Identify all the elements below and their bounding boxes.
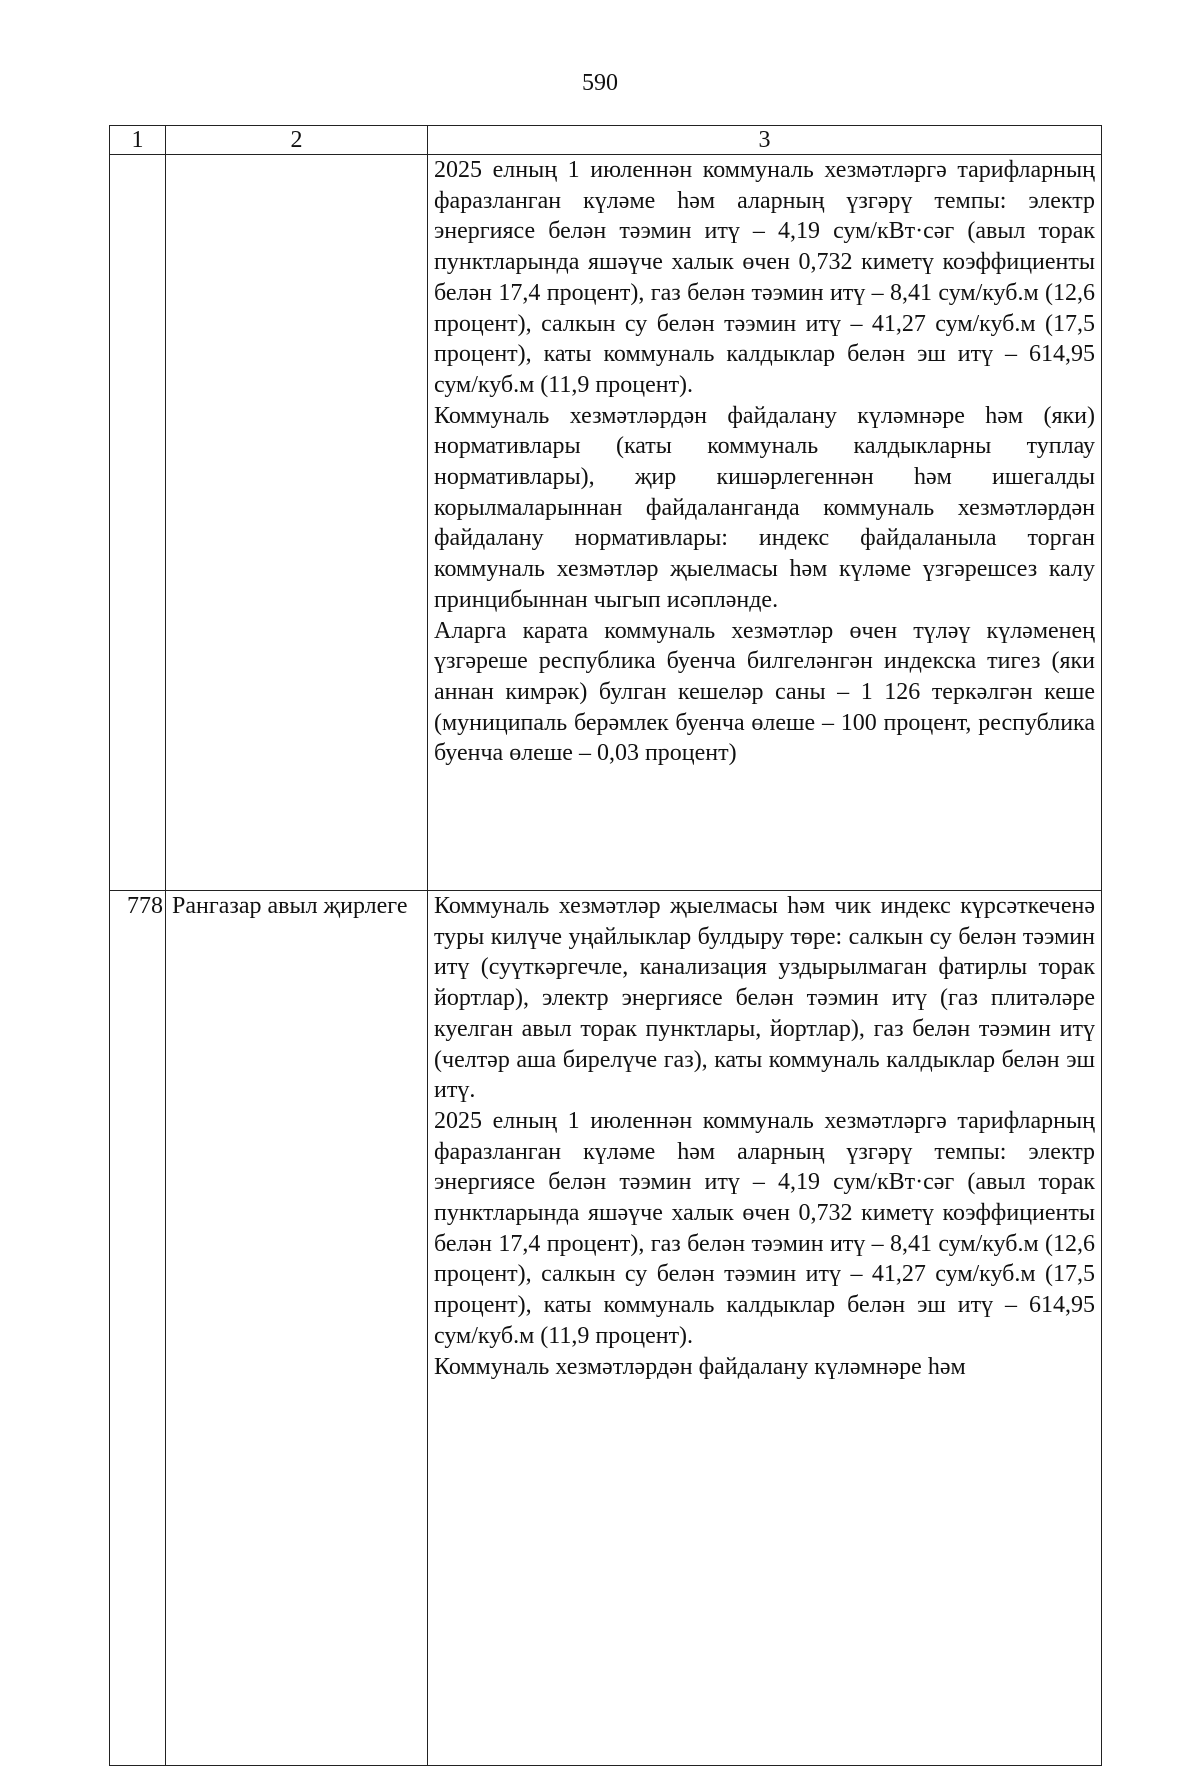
paragraph: 2025 елның 1 июленнән коммуналь хезмәтләргә тарифларның фаразланган күләме һәм аларның үзгәрү темпы: электр энергиясе белән тәэмин итү – 4,19 сум/кВт·сәг (авыл торак пунктларында яшәүче халык өчен 0,732 киметү коэффициенты белән 17,4 процент), газ белән тәэмин итү – 8,41 сум/куб.м (12,6 процент), салкын су белән тәэмин итү – 41,27 сум/куб.м (17,5 процент), каты коммуналь калдыклар белән эш итү – 614,95 сум/куб.м (11,9 процент). — [434, 157, 1095, 398]
table-row — [110, 155, 1102, 891]
row-number — [110, 155, 166, 891]
paragraph: Аларга карата коммуналь хезмәтләр өчен түләү күләменең үзгәреше республика буенча билгеләнгән индекска тигез (яки аннан кимрәк) булган кешеләр саны – 1 126 теркәлгән кеше (муниципаль берәмлек буенча өлеше – 100 процент, республика буенча өлеше – 0,03 процент) — [434, 617, 1095, 767]
paragraph: Коммуналь хезмәтләрдән файдалану күләмнәре һәм — [434, 1353, 966, 1380]
data-table — [109, 125, 1102, 1766]
column-header-1: 1 — [110, 126, 166, 155]
table-row — [110, 891, 1102, 1766]
row-settlement: Рангазар авыл җирлеге — [166, 891, 428, 1766]
row-description — [428, 891, 1102, 1766]
column-header-3: 3 — [428, 126, 1102, 155]
row-number: 778 — [110, 891, 166, 1766]
column-header-2: 2 — [166, 126, 428, 155]
table-header-row — [110, 126, 1102, 155]
page-number: 590 — [582, 70, 618, 96]
paragraph: Коммуналь хезмәтләр җыелмасы һәм чик индекс күрсәткеченә туры килүче уңайлыклар булдыру төре: салкын су белән тәэмин итү (суүткәргечле, канализация уздырылмаган фатирлы торак йортлар), электр энергиясе белән тәэмин итү (газ плитәләре куелган авыл торак пунктлары, йортлар), газ белән тәэмин итү (челтәр аша бирелүче газ), каты коммуналь калдыклар белән эш итү. — [434, 893, 1095, 1104]
paragraph: 2025 елның 1 июленнән коммуналь хезмәтләргә тарифларның фаразланган күләме һәм аларның үзгәрү темпы: электр энергиясе белән тәэмин итү – 4,19 сум/кВт·сәг (авыл торак пунктларында яшәүче халык өчен 0,732 киметү коэффициенты белән 17,4 процент), газ белән тәэмин итү – 8,41 сум/куб.м (12,6 процент), салкын су белән тәэмин итү – 41,27 сум/куб.м (17,5 процент), каты коммуналь калдыклар белән эш итү – 614,95 сум/куб.м (11,9 процент). — [434, 1107, 1095, 1349]
row-description — [428, 155, 1102, 891]
paragraph: Коммуналь хезмәтләрдән файдалану күләмнәре һәм (яки) нормативлары (каты коммуналь калдыкларны туплау нормативлары), җир кишәрлегеннән һәм ишегалды корылмаларыннан файдаланганда коммуналь хезмәтләрдән файдалану нормативлары: индекс файдаланыла торган коммуналь хезмәтләр җыелмасы һәм күләме үзгәрешсез калу принцибыннан чыгып исәпләнде. — [434, 402, 1095, 613]
row-settlement — [166, 155, 428, 891]
